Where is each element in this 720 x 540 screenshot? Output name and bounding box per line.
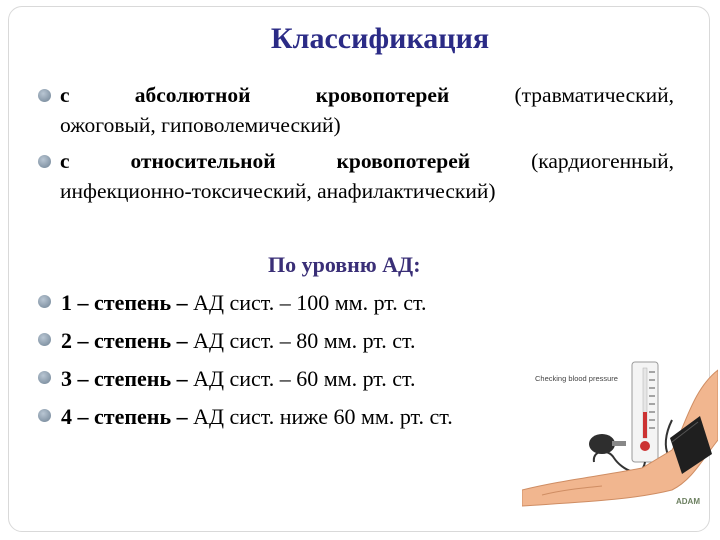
grade-text: АД сист. ниже 60 мм. рт. ст. [187,404,453,429]
bullet-continuation: инфекционно-токсический, анафилактический) [60,179,496,203]
bullet-icon [38,155,51,168]
illustration-label: Checking blood pressure [535,374,618,383]
bullet-word: (кардиогенный, [531,149,674,173]
grade-item-4 [38,402,453,432]
bullet-icon [38,333,51,346]
grade-text: АД сист. – 60 мм. рт. ст. [187,366,416,391]
bullet-icon [38,371,51,384]
grade-item-3 [38,364,416,394]
bullet-continuation: ожоговый, гиповолемический) [60,113,341,137]
slide-title: Классификация [270,22,490,55]
illustration-credit: ADAM [676,497,700,506]
grade-item-2 [38,326,416,356]
grade-degree: 2 – степень – [61,328,188,353]
bullet-word: с [60,149,70,173]
grade-degree: 3 – степень – [61,366,188,391]
grade-text: АД сист. – 100 мм. рт. ст. [187,290,427,315]
grade-text: АД сист. – 80 мм. рт. ст. [187,328,416,353]
bullet-word: с [60,83,70,107]
subheading-blood-pressure: По уровню АД: [268,252,421,277]
bullet-word: абсолютной [134,83,251,107]
bullet-word: (травматический, [514,83,674,107]
bullet-word: кровопотерей [315,83,450,107]
bullet-icon [38,295,51,308]
bullet-word: относительной [130,149,276,173]
bullet-word: кровопотерей [336,149,471,173]
bullet-icon [38,89,51,102]
grade-degree: 4 – степень – [61,404,188,429]
bullet-icon [38,409,51,422]
grade-item-1 [38,288,427,318]
grade-degree: 1 – степень – [61,290,188,315]
